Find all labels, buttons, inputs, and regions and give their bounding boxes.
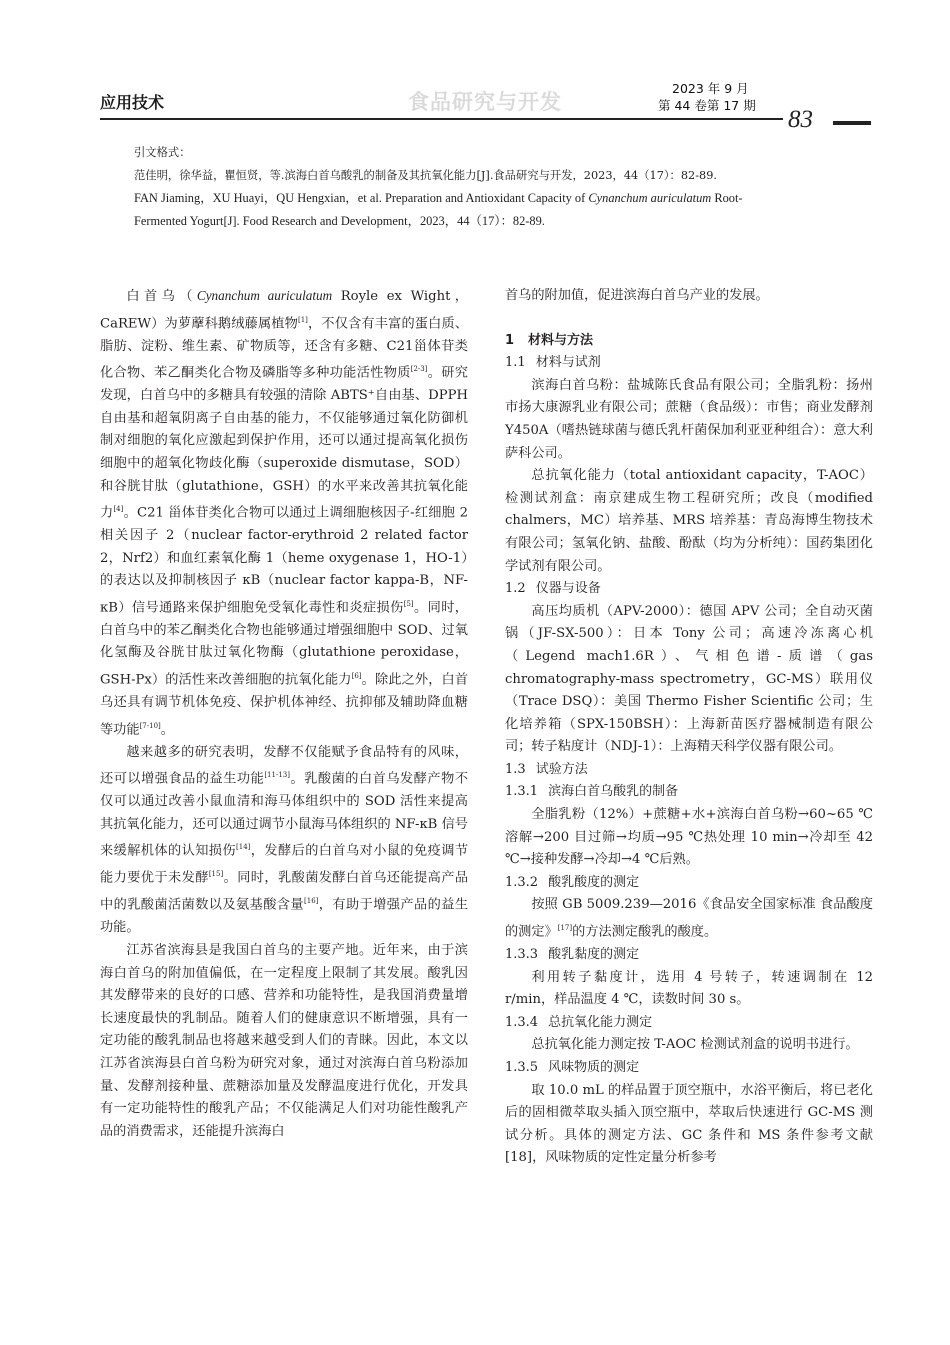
reference: [15]	[208, 870, 224, 879]
reference: [1]	[297, 315, 308, 324]
reference: [11-13]	[264, 771, 290, 780]
text: 。乳酸菌的白首乌发酵产物不仅可以通过改善小鼠血清和海马体组织中的 SOD 活性来提高其抗氧化能力，还可以通过调节小鼠海马体组织的 NF-κB 信号来缓解机体的认知损伤	[100, 771, 469, 859]
reference: [5]	[403, 599, 414, 608]
subsection-heading-1-3-3	[505, 944, 873, 967]
citation-en-line2: Fermented Yogurt[J]. Food Research and Development，2023，44（17）：82-89.	[134, 214, 545, 228]
section-title: 材料与方法	[528, 332, 594, 348]
species-name: Cynanchum auriculatum	[196, 288, 333, 303]
text: 按照 GB 5009.239—2016《食品安全国家标准 食品酸度的测定》	[505, 897, 873, 940]
citation-cn: 范佳明，徐华益，瞿恒贤，等.滨海白首乌酸乳的制备及其抗氧化能力[J].食品研究与开发，2023，44（17）：82-89.	[134, 169, 718, 182]
text: 越来越多的研究表明，发酵不仅能赋予食品特有的风味，还可以增强食品的益生功能	[100, 744, 468, 787]
text: Royle ex Wight，CaREW）为萝藦科鹅绒藤属植物	[100, 289, 468, 331]
issue-volume: 第 44 卷第 17 期	[658, 98, 756, 113]
text: 。C21 甾体苷类化合物可以通过上调细胞核因子-红细胞 2 相关因子 2（nuclear factor-erythroid 2 related factor 2，Nrf2）和血红素氧化酶 1（heme oxygenase 1，HO-1）的表达以及抑制核因子 κB（nuclear factor kappa-B，NF-κB）信号通路来保护细胞免受氧化毒性和炎症损伤	[100, 505, 468, 616]
text: 。同时，白首乌中的苯乙酮类化合物也能够通过增强细胞中 SOD、过氧化氢酶及谷胱甘肽过氧化物酶（glutathione peroxidase，GSH-Px）的活性来改善细胞的抗氧化能力	[100, 600, 468, 688]
materials-paragraph: 滨海白首乌粉：盐城陈氏食品有限公司；全脂乳粉：扬州市扬大康源乳业有限公司；蔗糖（食品级）：市售；商业发酵剂 Y450A（嗜热链球菌与德氏乳杆菌保加利亚亚种组合）：意大利萨科公司。	[505, 377, 873, 461]
subsection-heading-1-2	[505, 578, 873, 601]
section-number: 1.3.4	[505, 1014, 539, 1030]
text: 。除此之外，白首乌还具有调节机体免疫、保护机体神经、抗抑郁及辅助降血糖等功能	[100, 672, 469, 738]
reference: [6]	[351, 672, 362, 681]
citation-block	[134, 141, 874, 233]
citation-en-text: Root-	[711, 191, 743, 205]
subsection-heading-1-1	[505, 352, 873, 375]
page-number: 83	[788, 106, 813, 133]
citation-en-line1	[134, 187, 874, 210]
viscosity-paragraph: 利用转子黏度计，选用 4 号转子，转速调制在 12 r/min，样品温度 4 ℃，读数时间 30 s。	[505, 969, 873, 1008]
section-title: 试验方法	[535, 761, 588, 777]
section-number: 1.1	[505, 355, 526, 371]
intro-paragraph-1	[100, 285, 468, 742]
text: ，发酵后的白首乌对小鼠的免疫调节能力要优于未发酵	[100, 843, 469, 886]
text: 。同时，乳酸菌发酵白首乌还能提高产品中的乳酸菌活菌数以及氨基酸含量	[100, 870, 469, 913]
citation-en-species: Cynanchum auriculatum	[588, 191, 712, 205]
reference: [16]	[304, 897, 319, 906]
subsection-heading-1-3-4	[505, 1012, 873, 1035]
section-number: 1.3.5	[505, 1059, 539, 1075]
page-number-rule	[833, 121, 871, 125]
section-title: 风味物质的测定	[548, 1059, 640, 1075]
journal-title: 食品研究与开发	[408, 90, 562, 114]
section-title: 材料与试剂	[535, 355, 601, 371]
issue-date: 2023 年 9 月	[672, 81, 749, 96]
reference: [7-10]	[139, 721, 161, 730]
right-column	[505, 285, 873, 1170]
intro-paragraph-2	[100, 742, 468, 940]
section-heading-1	[505, 330, 873, 353]
intro-continuation: 首乌的附加值，促进滨海白首乌产业的发展。	[505, 288, 769, 303]
reference: [17]	[557, 924, 573, 933]
left-column	[100, 285, 468, 1143]
reference: [2-3]	[410, 365, 428, 374]
section-number: 1.3.1	[505, 784, 539, 800]
reagents-paragraph: 总抗氧化能力（total antioxidant capacity，T-AOC）检测试剂盒：南京建成生物工程研究所；改良（modified chalmers，MC）培养基、MRS 培养基：青岛海博生物技术有限公司；氢氧化钠、盐酸、酚酞（均为分析纯）：国药集团化学试剂有限公司。	[505, 468, 873, 574]
text: 。	[160, 722, 174, 738]
section-title: 酸乳酸度的测定	[548, 874, 640, 890]
section-number: 1	[505, 332, 515, 348]
intro-paragraph-3: 江苏省滨海县是我国白首乌的主要产地。近年来，由于滨海白首乌的附加值偏低，在一定程度上限制了其发展。酸乳因其发酵带来的良好的口感、营养和功能特性，是我国消费量增长速度最快的乳制品。随着人们的健康意识不断增强，具有一定功能的酸乳制品也将越来越受到人们的青睐。因此，本文以江苏省滨海县白首乌粉为研究对象，通过对滨海白首乌粉添加量、发酵剂接种量、蔗糖添加量及发酵温度进行优化，开发具有一定功能特性的酸乳产品；不仅能满足人们对功能性酸乳产品的消费需求，还能提升滨海白	[100, 942, 468, 1139]
subsection-heading-1-3-1	[505, 781, 873, 804]
text: ，不仅含有丰富的蛋白质、脂肪、淀粉、维生素、矿物质等，还含有多糖、C21甾体苷类化合物、苯乙酮类化合物及磷脂等多种功能活性物质	[100, 315, 469, 381]
citation-label: 引文格式：	[134, 146, 191, 159]
section-number: 1.3.3	[505, 947, 539, 963]
section-title: 仪器与设备	[535, 581, 601, 597]
issue-info	[658, 80, 756, 114]
subsection-heading-1-3	[505, 759, 873, 782]
text: ，有助于增强产品的益生功能。	[100, 897, 469, 936]
citation-en-text: FAN Jiaming，XU Huayi，QU Hengxian，et al. Preparation and Antioxidant Capacity of	[134, 191, 589, 205]
reference: [14]	[236, 843, 251, 852]
antioxidant-paragraph: 总抗氧化能力测定按 T-AOC 检测试剂盒的说明书进行。	[531, 1037, 859, 1053]
section-title: 总抗氧化能力测定	[548, 1014, 653, 1030]
subsection-heading-1-3-2	[505, 872, 873, 895]
preparation-paragraph: 全脂乳粉（12%）+蔗糖+水+滨海白首乌粉→60~65 ℃溶解→200 目过筛→均质→95 ℃热处理 10 min→冷却至 42 ℃→接种发酵→冷却→4 ℃后熟。	[505, 807, 873, 868]
spacer	[505, 308, 873, 330]
header-rule	[100, 118, 783, 120]
text: 白首乌（	[126, 289, 197, 304]
subsection-heading-1-3-5	[505, 1057, 873, 1080]
reference: [4]	[113, 505, 124, 514]
section-title: 酸乳黏度的测定	[548, 947, 640, 963]
section-label: 应用技术	[100, 93, 165, 112]
acidity-paragraph	[505, 894, 873, 944]
section-title: 滨海白首乌酸乳的制备	[548, 784, 679, 800]
section-number: 1.3.2	[505, 874, 539, 890]
text: 的方法测定酸乳的酸度。	[572, 924, 718, 940]
flavor-paragraph: 取 10.0 mL 的样品置于顶空瓶中，水浴平衡后，将已老化后的固相微萃取头插入顶空瓶中，萃取后快速进行 GC-MS 测试分析。具体的测定方法、GC 条件和 MS 条件参考文献[18]，风味物质的定性定量分析参考	[505, 1082, 873, 1166]
section-number: 1.3	[505, 761, 526, 777]
section-number: 1.2	[505, 581, 526, 597]
equipment-paragraph: 高压均质机（APV-2000）：德国 APV 公司；全自动灭菌锅（JF-SX-500）：日本 Tony 公司；高速冷冻离心机（Legend mach1.6R）、气相色谱-质谱（gas chromatography-mass spectrometry，GC-MS）联用仪（Trace DSQ）：美国 Thermo Fisher Scientific 公司；生化培养箱（SPX-150BSH）：上海新苗医疗器械制造有限公司；转子粘度计（NDJ-1）：上海精天科学仪器有限公司。	[505, 603, 873, 755]
text: 。研究发现，白首乌中的多糖具有较强的清除 ABTS⁺自由基、DPPH 自由基和超氧阴离子自由基的能力，不仅能够通过氧化防御机制对细胞的氧化应激起到保护作用，还可以通过提高氧化损伤细胞中的超氧化物歧化酶（superoxide dismutase，SOD）和谷胱甘肽（glutathione，GSH）的水平来改善其抗氧化能力	[100, 365, 468, 521]
